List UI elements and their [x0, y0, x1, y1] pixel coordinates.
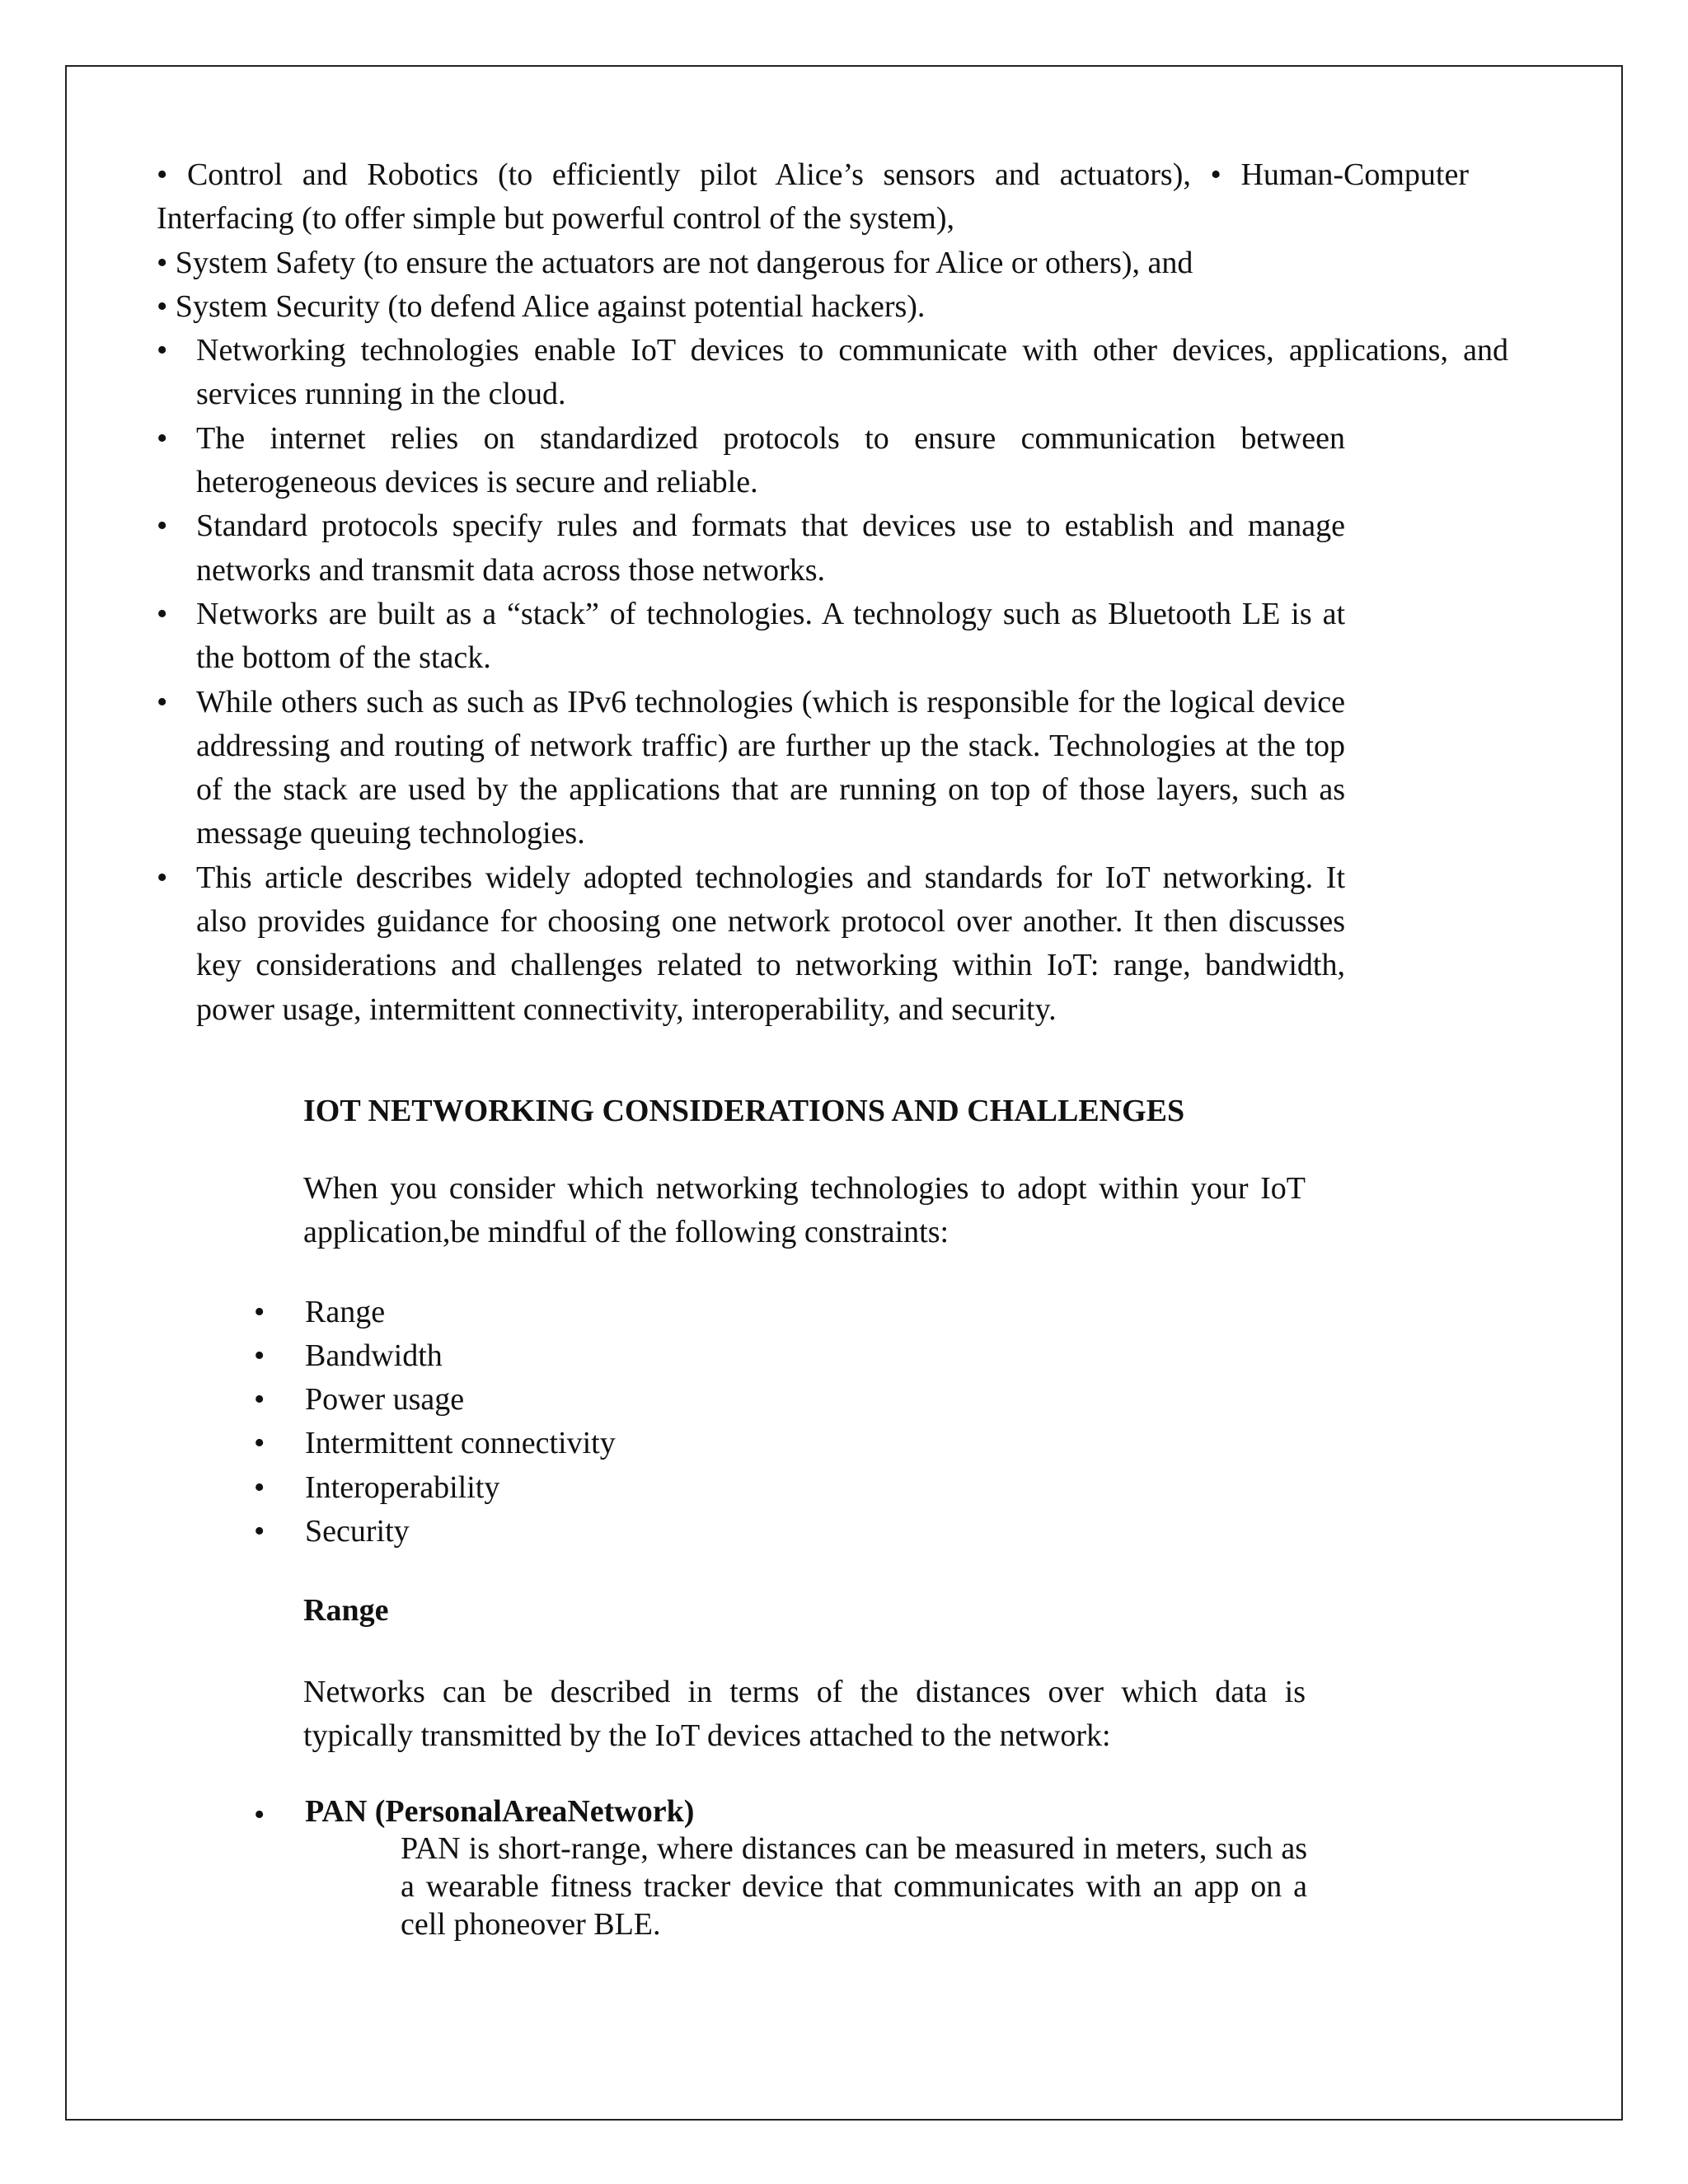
networking-bullet-list — [157, 329, 1508, 1032]
list-item — [157, 504, 1345, 593]
document-body — [157, 153, 1508, 1943]
pan-list-item — [157, 1793, 1475, 1943]
bullet-icon: • — [254, 1469, 265, 1505]
bullet-icon: • — [157, 420, 168, 456]
constraint-label: Bandwidth — [305, 1338, 443, 1373]
list-item — [157, 1422, 1475, 1465]
bullet-icon: • — [254, 1294, 265, 1329]
constraint-label: Security — [305, 1514, 410, 1549]
constraint-label: Power usage — [305, 1382, 465, 1418]
constraint-label: Interoperability — [305, 1469, 500, 1505]
intro-block — [157, 153, 1469, 329]
constraint-label: Range — [305, 1294, 386, 1329]
bullet-icon: • — [254, 1514, 265, 1549]
bullet-text: While others such as such as IPv6 technologies (which is responsible for the logical device addressing and routing of network traffic) are further up the stack. Technologies at the top of the stack are used by the applications that are running on top of those layers, such as message queuing technologies. — [196, 684, 1345, 851]
bullet-icon: • — [254, 1338, 265, 1373]
bullet-text: The internet relies on standardized protocols to ensure communication between heterogeneous devices is secure and reliable. — [196, 420, 1345, 500]
list-item — [157, 1466, 1475, 1510]
list-item — [157, 1291, 1475, 1334]
list-item — [157, 417, 1345, 505]
intro-line-control-robotics: • Control and Robotics (to efficiently pilot Alice’s sensors and actuators), • Human-Computer Interfacing (to offer simple but powerful control of the system), — [157, 157, 1469, 237]
bullet-text: This article describes widely adopted technologies and standards for IoT networking. It also provides guidance for choosing one network protocol over another. It then discusses key considerations and challenges related to networking within IoT: range, bandwidth, power usage, intermittent connectivity, interoperability, and security. — [196, 860, 1345, 1027]
section-heading: IOT NETWORKING CONSIDERATIONS AND CHALLENGES — [303, 1093, 1185, 1128]
bullet-text: Standard protocols specify rules and formats that devices use to establish and manage networks and transmit data across those networks. — [196, 509, 1345, 588]
pan-description: PAN is short-range, where distances can be measured in meters, such as a wearable fitness tracker device that communicates with an app on a cell phoneover BLE. — [401, 1831, 1307, 1943]
list-item — [157, 1510, 1475, 1554]
bullet-icon: • — [157, 509, 168, 544]
constraint-label: Intermittent connectivity — [305, 1426, 616, 1461]
bullet-icon: • — [157, 684, 168, 719]
list-item — [157, 856, 1345, 1032]
constraints-list — [157, 1291, 1475, 1554]
list-item — [157, 1378, 1475, 1422]
list-item — [157, 593, 1345, 681]
bullet-icon: • — [157, 333, 168, 368]
pan-title: PAN (PersonalAreaNetwork) — [305, 1794, 695, 1830]
list-item — [157, 681, 1345, 856]
bullet-icon: • — [254, 1797, 265, 1833]
intro-line-system-security: • System Security (to defend Alice against potential hackers). — [157, 288, 926, 324]
bullet-text: Networks are built as a “stack” of technologies. A technology such as Bluetooth LE is at the bottom of the stack. — [196, 596, 1345, 676]
bullet-icon: • — [157, 596, 168, 631]
intro-line-system-safety: • System Safety (to ensure the actuators are not dangerous for Alice or others), and — [157, 245, 1193, 280]
range-paragraph: Networks can be described in terms of the distances over which data is typically transmitted by the IoT devices attached to the network: — [303, 1674, 1306, 1753]
section-paragraph: When you consider which networking technologies to adopt within your IoT application,be mindful of the following constraints: — [303, 1170, 1306, 1250]
list-item — [157, 329, 1508, 417]
list-item — [157, 1334, 1475, 1378]
bullet-icon: • — [254, 1426, 265, 1461]
bullet-icon: • — [157, 860, 168, 895]
bullet-icon: • — [254, 1382, 265, 1418]
range-heading: Range — [303, 1593, 389, 1629]
bullet-text: Networking technologies enable IoT devices to communicate with other devices, applications, and services running in the cloud. — [196, 333, 1508, 412]
